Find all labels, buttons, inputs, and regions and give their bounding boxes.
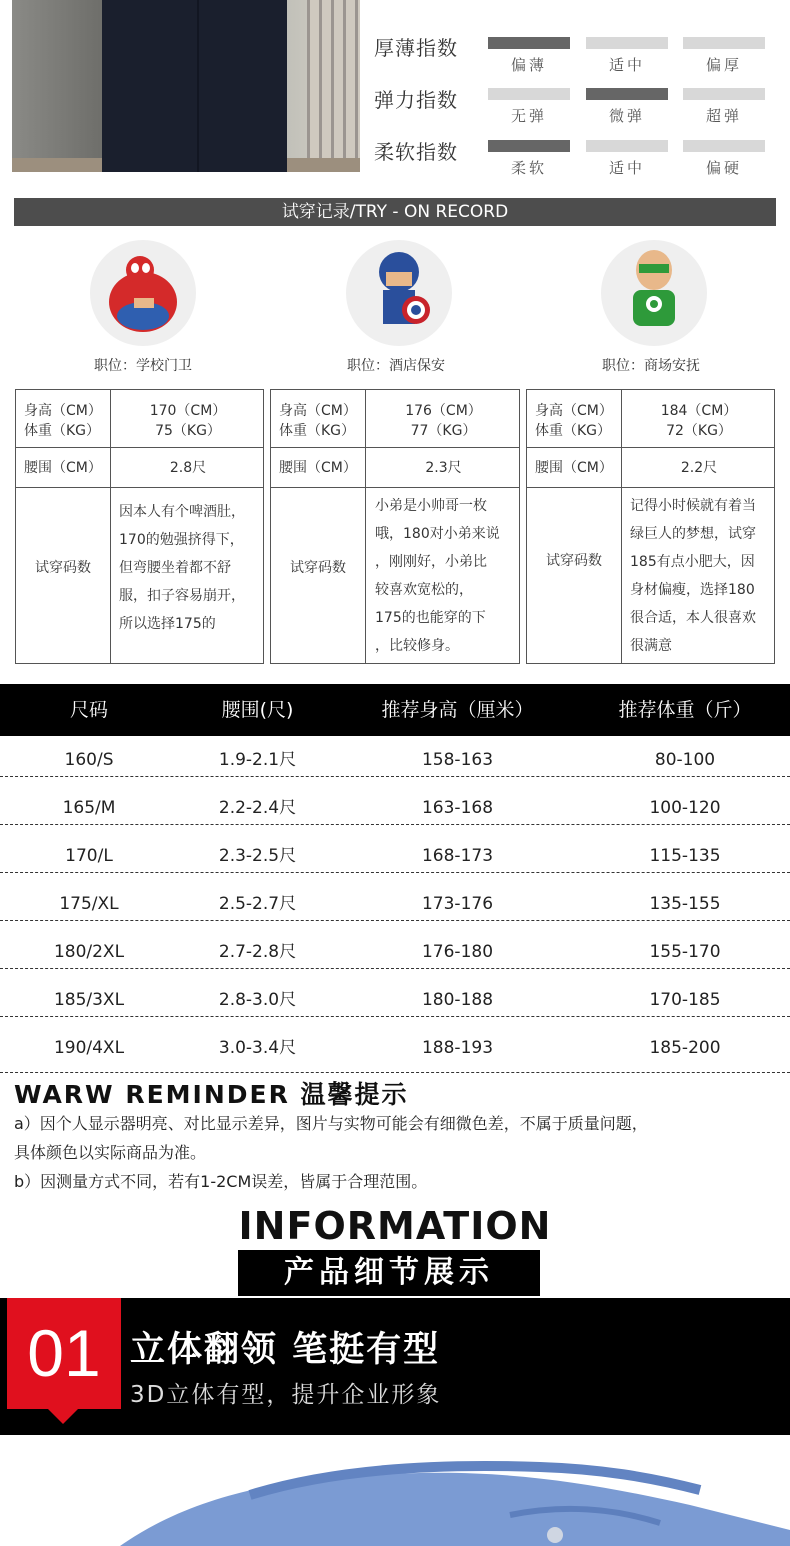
- height-value: 184（CM）: [660, 403, 738, 419]
- shirt-collar-photo: [0, 1435, 790, 1546]
- waist-label: 腰围（CM）: [24, 460, 102, 476]
- size-label: 试穿码数: [35, 560, 91, 576]
- index-bar-thickness-2: [586, 37, 668, 49]
- table-cell: 158-163: [421, 750, 494, 770]
- table-cell: 2.5-2.7尺: [218, 894, 297, 914]
- table-cell: 185/3XL: [53, 990, 125, 1010]
- index-option: 柔软: [510, 159, 547, 177]
- table-cell: 170/L: [65, 846, 113, 866]
- index-option: 适中: [608, 56, 645, 74]
- reminder-title: WARW REMINDER 温馨提示: [14, 1080, 409, 1109]
- index-option: 偏薄: [510, 56, 547, 74]
- information-title: INFORMATION: [238, 1204, 552, 1248]
- index-option: 超弹: [705, 107, 742, 125]
- table-cell: 163-168: [421, 798, 494, 818]
- index-bar-elasticity-3: [683, 88, 765, 100]
- table-cell: 176-180: [421, 942, 494, 962]
- captain-america-avatar-icon: [346, 240, 452, 346]
- index-option: 偏厚: [705, 56, 742, 74]
- index-label-thickness: 厚薄指数: [374, 36, 458, 60]
- column-header-size: 尺码: [69, 699, 108, 721]
- waist-value: 2.2尺: [680, 460, 718, 476]
- reminder-line: b）因测量方式不同，若有1-2CM误差，皆属于合理范围。: [14, 1172, 428, 1191]
- height-label: 身高（CM）: [24, 403, 102, 419]
- size-label: 试穿码数: [546, 553, 602, 569]
- table-cell: 100-120: [649, 798, 721, 818]
- try-on-card: [270, 389, 520, 664]
- index-bar-softness-2: [586, 140, 668, 152]
- waist-value: 2.3尺: [425, 460, 462, 476]
- table-cell: 180/2XL: [53, 942, 125, 962]
- weight-label: 体重（KG）: [24, 423, 101, 439]
- table-cell: 165/M: [62, 798, 116, 818]
- table-cell: 160/S: [64, 750, 114, 770]
- product-photo-pants: [12, 0, 360, 172]
- table-cell: 135-155: [649, 894, 721, 914]
- comment-text: 记得小时候就有着当 绿巨人的梦想，试穿 185有点小肥大，因 身材偏瘦，选择180 很合适，本人很喜欢 很满意: [630, 498, 756, 654]
- size-label: 试穿码数: [290, 560, 346, 576]
- row-divider: [0, 776, 790, 777]
- height-value: 176（CM）: [405, 403, 482, 419]
- index-bar-softness-3: [683, 140, 765, 152]
- pants-image: [102, 0, 287, 172]
- information-subtitle: 产品细节展示: [284, 1255, 494, 1290]
- waist-value: 2.8尺: [169, 460, 207, 476]
- row-divider: [0, 872, 790, 873]
- job-label: 职位：酒店保安: [347, 358, 445, 374]
- index-label-softness: 柔软指数: [374, 140, 458, 164]
- try-on-card: [526, 389, 775, 664]
- comment-text: 小弟是小帅哥一枚 哦，180对小弟来说 ，刚刚好，小弟比 较喜欢宽松的， 175的也能穿的下 ，比较修身。: [375, 498, 500, 654]
- feature-number: 01: [27, 1316, 101, 1390]
- badge-pointer: [48, 1409, 78, 1424]
- height-label: 身高（CM）: [279, 403, 357, 419]
- index-bar-thickness-1: [488, 37, 570, 49]
- index-label-elasticity: 弹力指数: [374, 88, 458, 112]
- job-label: 职位：商场安抚: [602, 358, 700, 374]
- weight-label: 体重（KG）: [279, 423, 356, 439]
- try-on-card: [15, 389, 264, 664]
- row-divider: [0, 1072, 790, 1073]
- row-divider: [0, 824, 790, 825]
- table-cell: 168-173: [421, 846, 494, 866]
- try-on-header: 试穿记录/TRY - ON RECORD: [14, 198, 776, 226]
- table-cell: 180-188: [421, 990, 494, 1010]
- table-cell: 2.2-2.4尺: [218, 798, 297, 818]
- column-header-weight: 推荐体重（斤）: [618, 699, 752, 721]
- table-cell: 80-100: [654, 750, 716, 770]
- table-cell: 173-176: [421, 894, 494, 914]
- index-bar-elasticity-1: [488, 88, 570, 100]
- height-label: 身高（CM）: [535, 403, 613, 419]
- feature-subtitle: 3D立体有型，提升企业形象: [130, 1382, 442, 1408]
- table-cell: 170-185: [649, 990, 721, 1010]
- index-option: 偏硬: [705, 159, 742, 177]
- reminder-line: a）因个人显示器明亮、对比显示差异，图片与实物可能会有细微色差，不属于质量问题，: [14, 1114, 648, 1133]
- height-value: 170（CM）: [149, 403, 227, 419]
- table-cell: 190/4XL: [53, 1038, 125, 1058]
- green-lantern-avatar-icon: [601, 240, 707, 346]
- table-cell: 1.9-2.1尺: [218, 750, 297, 770]
- table-cell: 175/XL: [59, 894, 119, 914]
- row-divider: [0, 920, 790, 921]
- spiderman-avatar-icon: [90, 240, 196, 346]
- weight-value: 75（KG）: [155, 423, 221, 439]
- table-cell: 2.3-2.5尺: [218, 846, 297, 866]
- row-divider: [0, 1016, 790, 1017]
- weight-label: 体重（KG）: [535, 423, 612, 439]
- table-cell: 188-193: [421, 1038, 494, 1058]
- table-cell: 155-170: [649, 942, 721, 962]
- feature-title: 立体翻领 笔挺有型: [130, 1330, 441, 1370]
- table-cell: 2.8-3.0尺: [218, 990, 297, 1010]
- comment-text: 因本人有个啤酒肚， 170的勉强挤得下， 但弯腰坐着都不舒 服，扣子容易崩开， 所以选择175的: [119, 504, 245, 632]
- row-divider: [0, 968, 790, 969]
- job-label: 职位：学校门卫: [94, 358, 192, 374]
- index-bar-thickness-3: [683, 37, 765, 49]
- table-cell: 185-200: [649, 1038, 721, 1058]
- background-railing: [307, 0, 360, 172]
- column-header-waist: 腰围(尺): [221, 699, 294, 721]
- table-cell: 2.7-2.8尺: [218, 942, 297, 962]
- index-option: 无弹: [510, 107, 547, 125]
- reminder-line: 具体颜色以实际商品为准。: [14, 1143, 207, 1162]
- waist-label: 腰围（CM）: [279, 460, 357, 476]
- column-header-height: 推荐身高（厘米）: [381, 699, 534, 721]
- index-option: 微弹: [608, 107, 645, 125]
- table-cell: 3.0-3.4尺: [218, 1038, 297, 1058]
- weight-value: 72（KG）: [666, 423, 732, 439]
- index-bar-softness-1: [488, 140, 570, 152]
- weight-value: 77（KG）: [410, 423, 477, 439]
- index-bar-elasticity-2: [586, 88, 668, 100]
- waist-label: 腰围（CM）: [535, 460, 613, 476]
- index-option: 适中: [608, 159, 645, 177]
- table-cell: 115-135: [649, 846, 721, 866]
